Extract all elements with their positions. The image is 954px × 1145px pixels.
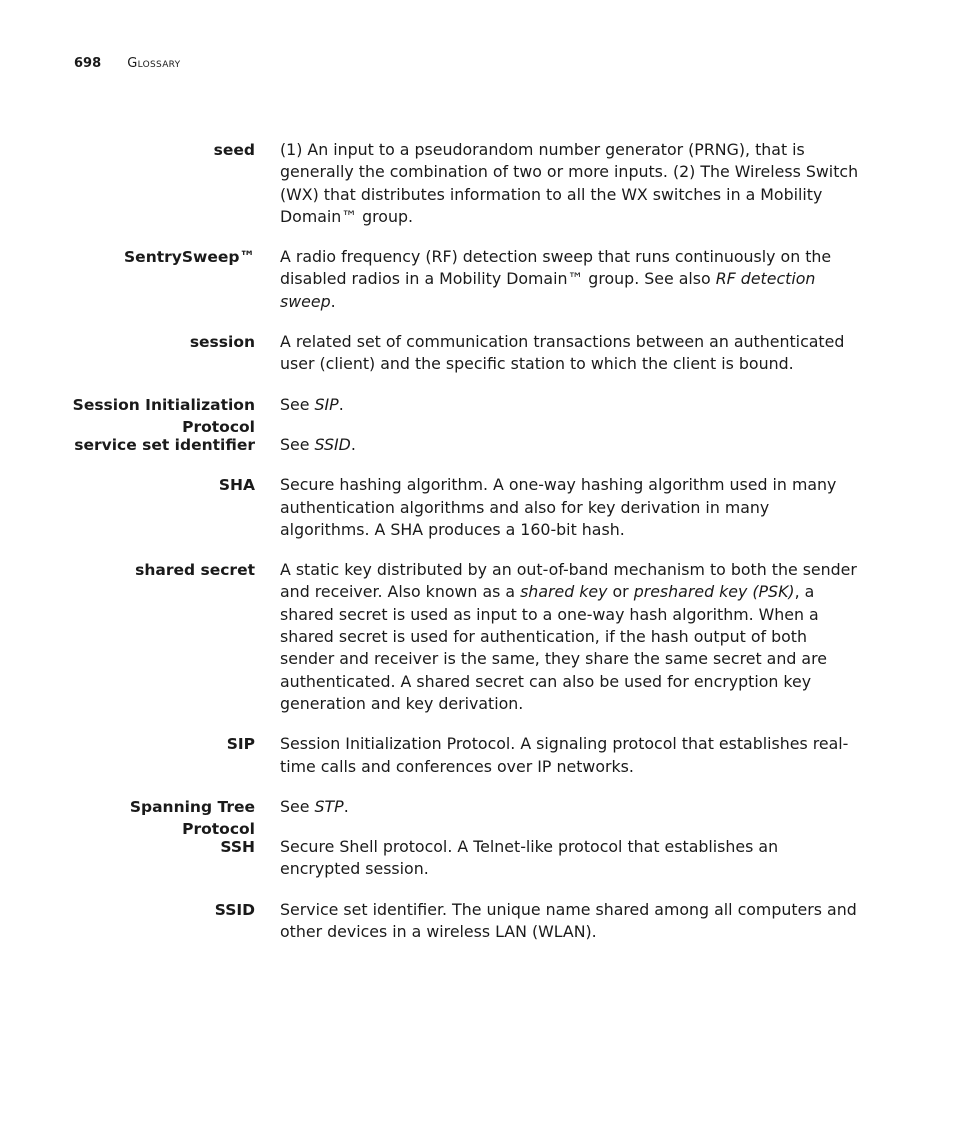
glossary-entry: [0, 139, 954, 228]
definition-text: Service set identifier. The unique name shared among all computers and other devices in a wireless LAN (WLAN).: [280, 899, 857, 942]
glossary-term: seed: [213, 141, 255, 159]
glossary-entry: [0, 559, 954, 715]
glossary-definition: [280, 331, 860, 376]
cross-reference: SIP: [314, 394, 339, 414]
glossary-definition: [280, 434, 860, 456]
glossary-term: SSID: [214, 900, 255, 919]
glossary-entry: [0, 246, 954, 313]
definition-text: or: [607, 582, 634, 602]
definition-text: .: [330, 291, 336, 311]
definition-text: A radio frequency (RF) detection sweep that runs continuously on the disabled radios in a Mobility Domain™ group. See also: [280, 247, 832, 289]
glossary-entry: [0, 474, 954, 541]
glossary-list: [0, 139, 954, 943]
page-number: 698: [74, 56, 102, 71]
glossary-term: service set identifier: [74, 435, 255, 454]
definition-text: .: [343, 796, 349, 816]
glossary-entry: [0, 836, 954, 881]
glossary-definition: [280, 559, 860, 715]
glossary-definition: [280, 394, 860, 416]
glossary-term: SentrySweep™: [124, 248, 255, 267]
definition-text: See: [280, 394, 315, 414]
section-title: Glossary: [127, 56, 181, 71]
running-head: [74, 55, 180, 73]
glossary-definition: [280, 139, 860, 228]
glossary-term: shared secret: [135, 561, 255, 580]
glossary-entry: [0, 796, 954, 839]
glossary-definition: [280, 899, 860, 944]
definition-text: A related set of communication transactions between an authenticated user (client) and the specific station to which the client is bound.: [280, 332, 845, 374]
glossary-term: Spanning Tree Protocol: [129, 797, 255, 839]
cross-reference: RF detection sweep: [280, 269, 816, 311]
definition-text: .: [338, 394, 344, 414]
definition-text: .: [350, 434, 356, 454]
definition-text: See: [280, 796, 315, 816]
glossary-entry: [0, 899, 954, 944]
definition-text: A static key distributed by an out-of-band mechanism to both the sender and receiver. Also known as a: [280, 560, 857, 602]
cross-reference: preshared key (PSK): [633, 582, 795, 602]
glossary-entry: [0, 733, 954, 778]
cross-reference: STP: [314, 796, 344, 816]
definition-text: See: [280, 434, 315, 454]
glossary-definition: [280, 836, 860, 881]
definition-text: , a shared secret is used as input to a one-way hash algorithm. When a shared secret is used for authentication, if the hash output of both sender and receiver is the same, they share the same secret and are authenticated. A shared secret can also be used for encryption key generation and key derivation.: [280, 582, 827, 713]
cross-reference: shared key: [520, 582, 608, 602]
glossary-definition: [280, 733, 860, 778]
definition-text: (1) An input to a pseudorandom number generator (PRNG), that is generally the combination of two or more inputs. (2) The Wireless Switch (WX) that distributes information to all the WX switches in a Mobility Domain™ group.: [280, 140, 859, 226]
glossary-term: SSH: [220, 838, 255, 857]
glossary-entry: [0, 434, 954, 456]
glossary-term: Session Initialization Protocol: [72, 395, 255, 436]
definition-text: Secure hashing algorithm. A one-way hashing algorithm used in many authentication algorithms and also for key derivation in many algorithms. A SHA produces a 160-bit hash.: [280, 475, 837, 539]
glossary-entry: [0, 394, 954, 436]
glossary-term: SHA: [218, 476, 255, 495]
glossary-term: SIP: [226, 735, 255, 754]
cross-reference: SSID: [314, 434, 351, 454]
glossary-term: session: [189, 333, 255, 352]
glossary-definition: [280, 246, 860, 313]
definition-text: Session Initialization Protocol. A signaling protocol that establishes real-time calls and conferences over IP networks.: [280, 734, 849, 776]
glossary-definition: [280, 796, 860, 818]
definition-text: Secure Shell protocol. A Telnet-like protocol that establishes an encrypted session.: [280, 837, 779, 879]
glossary-entry: [0, 331, 954, 376]
glossary-definition: [280, 474, 860, 541]
